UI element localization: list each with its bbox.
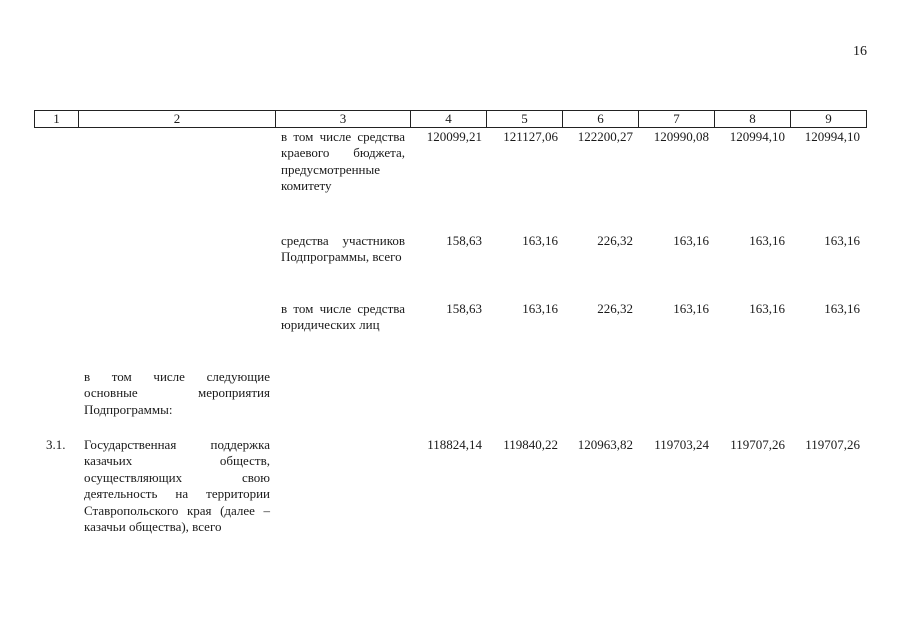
header-col-2: 2 (79, 111, 276, 128)
row5-value-4: 118824,14 (427, 437, 482, 452)
row5-description: Государственная поддержка казачьих обществ, осуществляющих свою деятельность на территории Ставропольского края (далее – казачьи общества), всего (84, 437, 270, 535)
row3-value-7: 163,16 (673, 301, 709, 316)
row3-value-6: 226,32 (597, 301, 633, 316)
header-col-8: 8 (715, 111, 791, 128)
row1-value-6: 122200,27 (577, 129, 633, 144)
row2-value-6: 226,32 (597, 233, 633, 248)
row5-value-5: 119840,22 (503, 437, 558, 452)
row3-value-5: 163,16 (522, 301, 558, 316)
row3-value-8: 163,16 (749, 301, 785, 316)
row5-item-number: 3.1. (46, 437, 66, 452)
row3-value-4: 158,63 (446, 301, 482, 316)
row2-value-5: 163,16 (522, 233, 558, 248)
row1-value-9: 120994,10 (804, 129, 860, 144)
row2-value-7: 163,16 (673, 233, 709, 248)
row1-value-8: 120994,10 (729, 129, 785, 144)
row1-value-5: 121127,06 (503, 129, 558, 144)
column-header-row (34, 110, 867, 128)
row2-value-4: 158,63 (446, 233, 482, 248)
row1-value-7: 120990,08 (653, 129, 709, 144)
row3-value-9: 163,16 (824, 301, 860, 316)
row5-value-9: 119707,26 (805, 437, 860, 452)
header-col-1: 1 (35, 111, 79, 128)
row1-description: в том числе средства краевого бюджета, предусмотренные комитету (281, 129, 405, 194)
header-col-6: 6 (563, 111, 639, 128)
row5-value-8: 119707,26 (730, 437, 785, 452)
row1-value-4: 120099,21 (426, 129, 482, 144)
header-col-4: 4 (411, 111, 487, 128)
row5-value-6: 120963,82 (577, 437, 633, 452)
row2-value-8: 163,16 (749, 233, 785, 248)
row2-value-9: 163,16 (824, 233, 860, 248)
row4-section-label: в том числе следующие основные мероприятия Подпрограммы: (84, 369, 270, 417)
header-col-9: 9 (791, 111, 867, 128)
header-col-5: 5 (487, 111, 563, 128)
row2-description: средства участников Подпрограммы, всего (281, 233, 405, 265)
header-col-7: 7 (639, 111, 715, 128)
page-number: 16 (853, 44, 867, 59)
row5-value-7: 119703,24 (654, 437, 709, 452)
row3-description: в том числе средства юридических лиц (281, 301, 405, 333)
header-col-3: 3 (276, 111, 411, 128)
